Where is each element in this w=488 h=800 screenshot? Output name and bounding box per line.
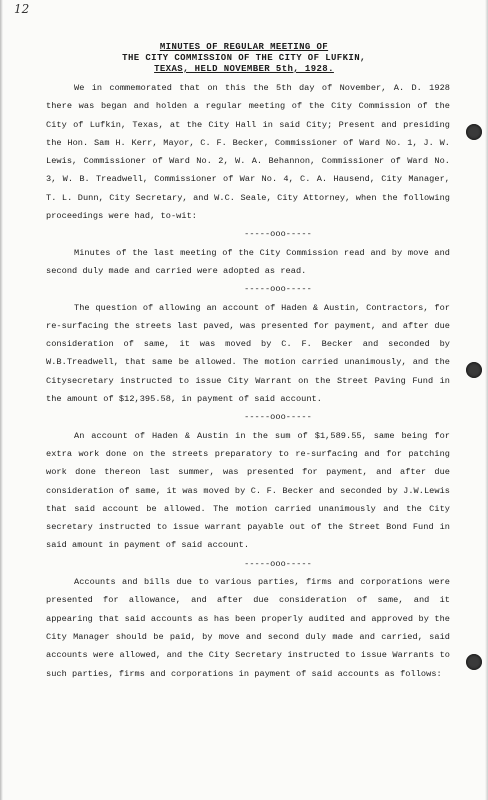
paragraph-minutes-approval: Minutes of the last meeting of the City Commission read and by move and second duly made and carried were adopted as read. <box>46 247 450 276</box>
separator: -----ooo----- <box>244 558 312 569</box>
minutes-header <box>0 42 488 75</box>
header-line-3: TEXAS, HELD NOVEMBER 5th, 1928. <box>154 64 334 74</box>
paragraph-opening: We in commemorated that on this the 5th day of November, A. D. 1928 there was began and holden a regular meeting of the City Commission of the City of Lufkin, Texas, at the City Hall in said City; Present and presiding the Hon. Sam H. Kerr, Mayor, C. F. Becker, Commissioner of Ward No. 1, J. W. Lewis, Commissioner of Ward No. 2, W. A. Behannon, Commissioner of Ward No. 3, W. B. Treadwell, Commissioner of War No. 4, C. A. Hausend, City Manager, T. L. Dunn, City Secretary, and W.C. Seale, City Attorney, when the following proceedings were had, to-wit: <box>46 83 450 222</box>
binder-hole <box>466 362 482 378</box>
header-line-1: MINUTES OF REGULAR MEETING OF <box>159 42 329 52</box>
page-left-edge <box>0 0 3 800</box>
binder-hole <box>466 124 482 140</box>
separator: -----ooo----- <box>244 412 312 423</box>
header-line-2: THE CITY COMMISSION OF THE CITY OF LUFKIN, <box>122 53 366 63</box>
separator: -----ooo----- <box>244 284 312 295</box>
paragraph-accounts-and-bills: Accounts and bills due to various parties, firms and corporations were presented for allowance, and after due consideration of same, and it appearing that said accounts as has been properly audited and approved by the City Manager should be paid, by move and second duly made and carried, said accounts were allowed, and the City Secretary instructed to issue Warrants to such parties, firms and corporations in payment of said accounts as follows: <box>46 577 450 679</box>
page-number: 12 <box>14 2 30 16</box>
binder-hole <box>466 654 482 670</box>
paragraph-haden-austin-resurfacing: The question of allowing an account of Haden & Austin, Contractors, for re-surfacing the streets last paved, was presented for payment, and after due consideration of same, it was moved by C. F. Becker and seconded by W.B.Treadwell, that same be allowed. The motion carried unanimously, and the Citysecretary instructed to issue City Warrant on the Street Paving Fund in the amount of $12,395.58, in payment of said account. <box>46 302 450 405</box>
separator: -----ooo----- <box>244 229 312 240</box>
paragraph-haden-austin-extra-work: An account of Haden & Austin in the sum of $1,589.55, same being for extra work done on the streets preparatory to re-surfacing and for patching work done thereon last summer, was presented for payment, and after due consideration of same, it was moved by C. F. Becker and seconded by J.W.Lewis that said account be allowed. The motion carried unanimously and the City secretary instructed to issue warrant payable out of the Street Bond Fund in said amount in payment of said account. <box>46 430 450 551</box>
minutes-body <box>46 79 450 683</box>
